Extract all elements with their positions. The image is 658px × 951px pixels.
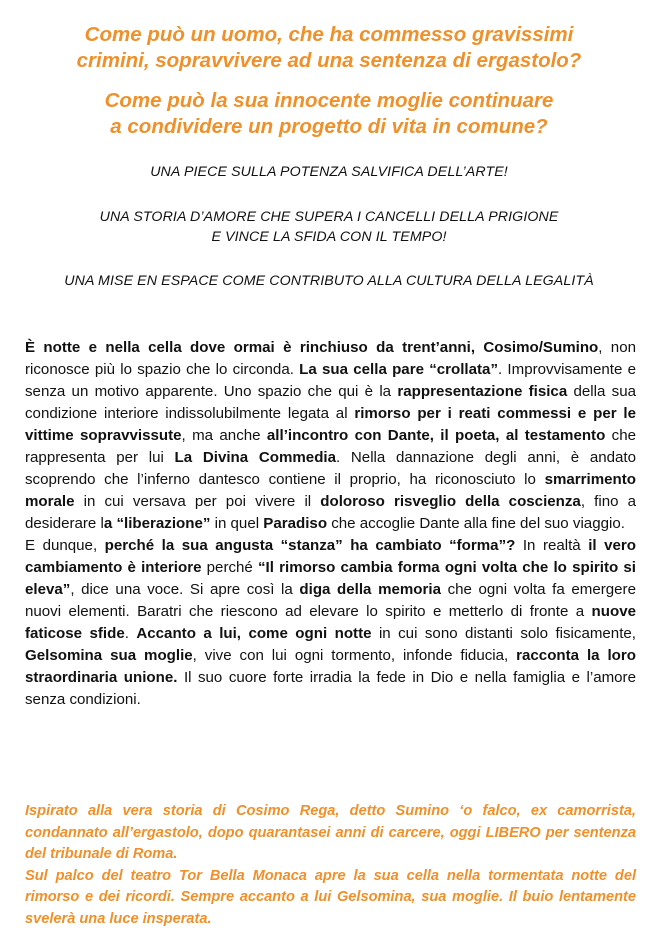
synopsis-text: , vive con lui ogni tormento, infonde fiducia,	[192, 647, 517, 664]
synopsis-text: che ogni volta fa emergere nuovi elementi. Baratri che riescono ad elevare lo spirito e metterlo di fronte a	[25, 581, 636, 620]
synopsis-text: In realtà	[515, 537, 589, 554]
synopsis-paragraph-2	[25, 535, 636, 711]
synopsis-text: in quel	[210, 515, 264, 532]
inspiration-note-true-story: Ispirato alla vera storia di Cosimo Rega, detto Sumino ‘o falco, ex camorrista, condannato all’ergastolo, dopo quarantasei anni di carcere, oggi LIBERO per sentenza del tribunale di Roma.	[25, 803, 636, 862]
tagline-love-story-line2: E VINCE LA SFIDA CON IL TEMPO!	[211, 229, 447, 245]
inspiration-note	[25, 801, 636, 930]
headline-q2-line2: a condividere un progetto di vita in comune?	[110, 115, 548, 138]
synopsis-text: che rappresenta per lui	[25, 427, 637, 466]
synopsis-text: Il suo cuore forte irradia la fede in Dio e nella famiglia e l’amore senza condizioni.	[25, 669, 636, 708]
tagline-mise-en-espace	[20, 271, 638, 291]
tagline-love-story	[20, 207, 638, 247]
synopsis-bold: La Divina Commedia	[174, 449, 337, 466]
synopsis-text: . Nella dannazione degli anni, è andato scoprendo che l’inferno dantesco contiene il proprio, ha riconosciuto lo	[25, 449, 636, 488]
synopsis-text: .	[124, 625, 137, 642]
synopsis-text: della sua condizione interiore indissolubilmente legata al	[25, 383, 636, 422]
headline-question-2	[20, 88, 638, 140]
synopsis-bold: rimorso per i reati commessi e per le vittime sopravvissute	[25, 405, 636, 444]
headline-q2-line1: Come può la sua innocente moglie continuare	[104, 89, 554, 112]
tagline-mise-en-espace-text: UNA MISE EN ESPACE COME CONTRIBUTO ALLA CULTURA DELLA LEGALITÀ	[64, 273, 594, 289]
headline-question-1	[20, 22, 638, 74]
synopsis-bold: È notte e nella cella dove ormai è rinchiuso da trent’anni, Cosimo/Sumino	[25, 339, 599, 356]
synopsis-text: perché	[201, 559, 258, 576]
synopsis-bold: rappresentazione fisica	[397, 383, 568, 400]
synopsis-text: . Improvvisamente e senza un motivo apparente. Uno spazio che qui è la	[25, 361, 636, 400]
synopsis-bold: “Il rimorso cambia forma ogni volta che lo spirito si eleva”	[25, 559, 636, 598]
inspiration-note-stage: Sul palco del teatro Tor Bella Monaca apre la sua cella nella tormentata notte del rimorso e dei ricordi. Sempre accanto a lui Gelsomina, sua moglie. Il buio lentamente svelerà una luce insperata.	[25, 867, 636, 927]
synopsis-bold: Gelsomina sua moglie	[25, 647, 193, 664]
synopsis-bold: nuove faticose sfide	[25, 603, 636, 642]
synopsis-bold: smarrimento morale	[25, 471, 636, 510]
synopsis-bold: all’incontro con Dante, il poeta, al testamento	[266, 427, 606, 444]
synopsis-text: che accoglie Dante alla fine del suo viaggio.	[327, 515, 625, 532]
synopsis-text: in cui versava per poi vivere il	[74, 493, 321, 510]
tagline-piece-text: UNA PIECE SULLA POTENZA SALVIFICA DELL’ARTE!	[150, 164, 508, 180]
synopsis-bold: Accanto a lui, come ogni notte	[136, 625, 372, 642]
synopsis-bold: perché la sua angusta “stanza” ha cambiato “forma”?	[104, 537, 516, 554]
synopsis-text: in cui sono distanti solo fisicamente,	[371, 625, 636, 642]
synopsis-body	[25, 337, 636, 711]
synopsis-bold: doloroso risveglio della coscienza	[320, 493, 581, 510]
synopsis-text: , dice una voce. Si apre così la	[70, 581, 300, 598]
synopsis-text: , fino a desiderare l	[25, 493, 636, 532]
synopsis-paragraph-1	[25, 337, 636, 535]
synopsis-text: , non riconosce più lo spazio che lo circonda.	[25, 339, 636, 378]
synopsis-text: E dunque,	[25, 537, 105, 554]
synopsis-bold: La sua cella pare “crollata”	[299, 361, 498, 378]
synopsis-bold: il vero cambiamento è interiore	[25, 537, 636, 576]
synopsis-bold: diga della memoria	[299, 581, 441, 598]
synopsis-bold: Paradiso	[263, 515, 328, 532]
headline-q1-line2: crimini, sopravvivere ad una sentenza di ergastolo?	[76, 49, 582, 72]
synopsis-bold: racconta la loro straordinaria unione.	[25, 647, 636, 686]
synopsis-text: , ma anche	[181, 427, 267, 444]
tagline-love-story-line1: UNA STORIA D’AMORE CHE SUPERA I CANCELLI DELLA PRIGIONE	[99, 209, 559, 225]
tagline-piece	[20, 162, 638, 182]
headline-q1-line1: Come può un uomo, che ha commesso gravissimi	[84, 23, 574, 46]
synopsis-bold: a “liberazione”	[103, 515, 211, 532]
